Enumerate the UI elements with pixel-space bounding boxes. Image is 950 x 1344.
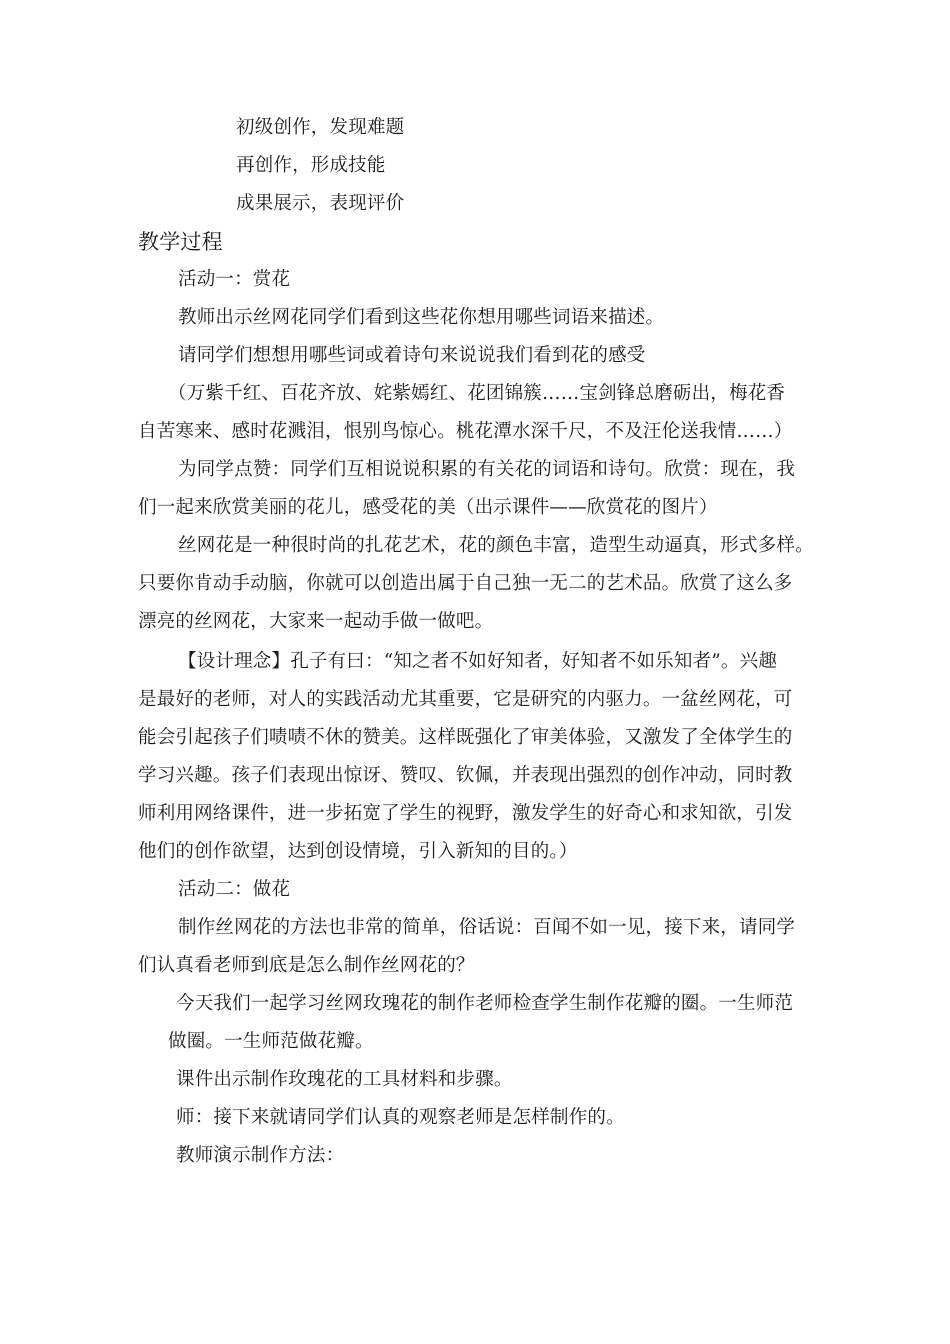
activity1-paragraph-5-line-3: 漂亮的丝网花，大家来一起动手做一做吧。 xyxy=(138,611,494,632)
activity2-paragraph-3: 课件出示制作玫瑰花的工具材料和步骤。 xyxy=(176,1069,513,1090)
activity1-paragraph-1: 教师出示丝网花同学们看到这些花你想用哪些词语来描述。 xyxy=(178,307,665,328)
activity1-paragraph-5-line-1: 丝网花是一种很时尚的扎花艺术，花的颜色丰富，造型生动逼真，形式多样。 xyxy=(178,535,814,556)
design-concept-line-2: 是最好的老师，对人的实践活动尤其重要，它是研究的内驱力。一盆丝网花，可 xyxy=(138,689,793,710)
design-concept-line-5: 师利用网络课件，进一步拓宽了学生的视野，激发学生的好奇心和求知欲，引发 xyxy=(138,803,793,824)
activity2-paragraph-2-line-2: 做圈。一生师范做花瓣。 xyxy=(168,1031,374,1052)
activity2-title: 活动二：做花 xyxy=(178,879,291,900)
step-1: 初级创作，发现难题 xyxy=(236,117,405,138)
activity1-paragraph-4-line-2: 们一起来欣赏美丽的花儿，感受花的美（出示课件——欣赏花的图片） xyxy=(138,497,718,518)
activity2-paragraph-5: 教师演示制作方法： xyxy=(176,1145,345,1166)
activity2-paragraph-1-line-2: 们认真看老师到底是怎么制作丝网花的？ xyxy=(138,955,475,976)
activity1-title: 活动一：赏花 xyxy=(178,269,291,290)
design-concept-line-3: 能会引起孩子们啧啧不休的赞美。这样既强化了审美体验，又激发了全体学生的 xyxy=(138,727,793,748)
activity1-paragraph-3-line-2: 自苦寒来、感时花溅泪，恨别鸟惊心。桃花潭水深千尺，不及汪伦送我情……） xyxy=(138,421,793,442)
activity1-paragraph-3-line-1: （万紫千红、百花齐放、姹紫嫣红、花团锦簇……宝剑锋总磨砺出，梅花香 xyxy=(168,383,786,404)
step-3: 成果展示，表现评价 xyxy=(236,193,405,214)
design-concept-line-6: 他们的创作欲望，达到创设情境，引入新知的目的。） xyxy=(138,841,578,862)
section-title: 教学过程 xyxy=(138,230,223,254)
step-2: 再创作，形成技能 xyxy=(236,155,386,176)
design-concept-line-4: 学习兴趣。孩子们表现出惊讶、赞叹、钦佩，并表现出强烈的创作冲动，同时教 xyxy=(138,765,793,786)
activity1-paragraph-2: 请同学们想想用哪些词或着诗句来说说我们看到花的感受 xyxy=(178,345,646,366)
design-concept-line-1: 【设计理念】孔子有曰：“知之者不如好知者，好知者不如乐知者”。兴趣 xyxy=(178,651,778,672)
activity2-paragraph-4: 师：接下来就请同学们认真的观察老师是怎样制作的。 xyxy=(176,1107,625,1128)
activity1-paragraph-5-line-2: 只要你肯动手动脑，你就可以创造出属于自己独一无二的艺术品。欣赏了这么多 xyxy=(138,573,793,594)
activity2-paragraph-1-line-1: 制作丝网花的方法也非常的简单，俗话说：百闻不如一见，接下来，请同学 xyxy=(178,917,796,938)
activity1-paragraph-4-line-1: 为同学点赞：同学们互相说说积累的有关花的词语和诗句。欣赏：现在，我 xyxy=(178,459,796,480)
activity2-paragraph-2-line-1: 今天我们一起学习丝网玫瑰花的制作老师检查学生制作花瓣的圈。一生师范 xyxy=(176,993,794,1014)
